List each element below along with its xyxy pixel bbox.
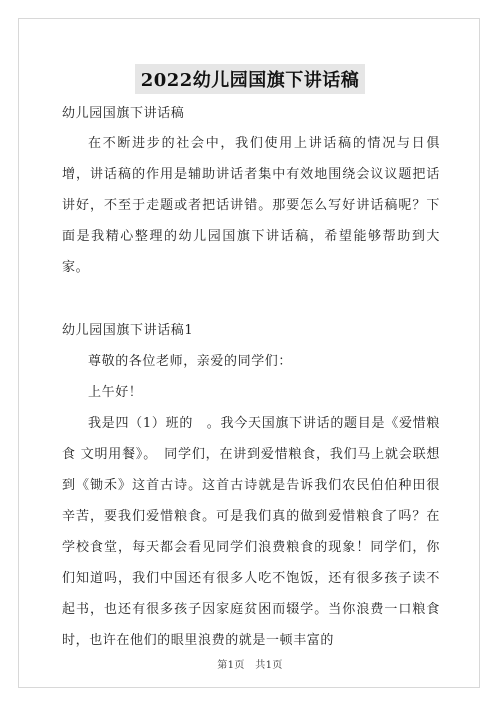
document-subtitle: 幼儿园国旗下讲话稿 xyxy=(62,106,185,121)
intro-paragraph: 在不断进步的社会中，我们使用上讲话稿的情况与日俱增，讲话稿的作用是辅助讲话者集中有效地围绕会议议题把话讲好，不至于走题或者把话讲错。那要怎么写好讲话稿呢？下面是我精心整理的幼儿园国旗下讲话稿，希望能够帮助到大家。 xyxy=(62,136,440,275)
greeting-line: 上午好！ xyxy=(88,385,143,400)
page-footer: 第1页 共1页 xyxy=(217,660,283,671)
salutation-line: 尊敬的各位老师，亲爱的同学们： xyxy=(88,354,293,369)
paragraph-spacer xyxy=(62,283,440,315)
section-heading: 幼儿园国旗下讲话稿1 xyxy=(62,323,194,338)
document-title: 2022幼儿园国旗下讲话稿 xyxy=(135,64,366,94)
title-container xyxy=(0,64,500,94)
document-body xyxy=(62,104,440,656)
speech-body-paragraph: 我是四（1）班的 。我今天国旗下讲话的题目是《爱惜粮食 文明用餐》。 同学们，在讲到爱惜粮食，我们马上就会联想到《锄禾》这首古诗。这首古诗就是告诉我们农民伯伯种田很辛苦，要我们爱惜粮食。可是我们真的做到爱惜粮食了吗？在学校食堂，每天都会看见同学们浪费粮食的现象！同学们，你们知道吗，我们中国还有很多人吃不饱饭，还有很多孩子读不起书，也还有很多孩子因家庭贫困而辍学。当你浪费一口粮食时，也许在他们的眼里浪费的就是一顿丰富的 xyxy=(62,416,440,648)
